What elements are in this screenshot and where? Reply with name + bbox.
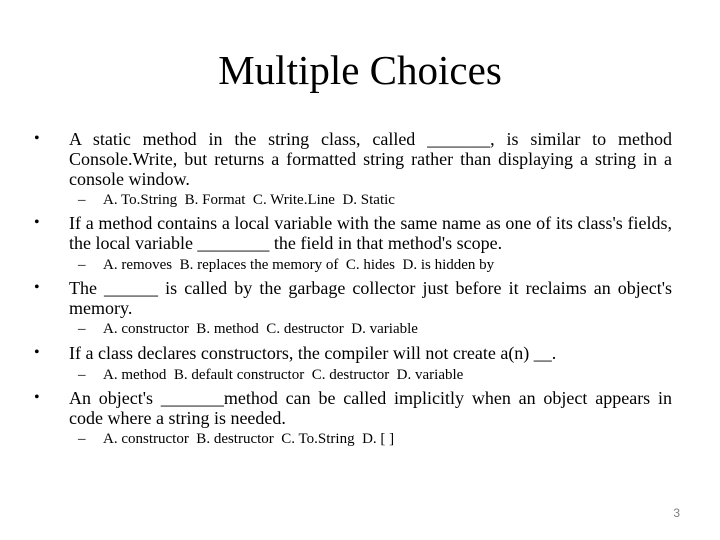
dash-icon: – [78, 321, 86, 337]
answer-options: A. removes B. replaces the memory of C. hides D. is hidden by [103, 257, 495, 273]
question-text: An object's _______method can be called implicitly when an object appears in code where a string is needed. [69, 388, 672, 428]
bullet-icon: • [34, 389, 40, 406]
bullet-icon: • [34, 279, 40, 296]
bullet-icon: • [34, 130, 40, 147]
slide-title: Multiple Choices [218, 47, 502, 93]
dash-icon: – [78, 367, 86, 383]
bullet-icon: • [34, 344, 40, 361]
answer-options: A. To.String B. Format C. Write.Line D. Static [103, 192, 395, 208]
answer-options: A. method B. default constructor C. destructor D. variable [103, 367, 464, 383]
bullet-icon: • [34, 214, 40, 231]
question-text: The ______ is called by the garbage collector just before it reclaims an object's memory. [69, 278, 672, 318]
question-text: A static method in the string class, called _______, is similar to method Console.Write, but returns a formatted string rather than displaying a string in a console window. [69, 129, 672, 189]
question-text: If a class declares constructors, the compiler will not create a(n) __. [69, 343, 557, 363]
answer-options: A. constructor B. method C. destructor D. variable [103, 321, 418, 337]
page-number: 3 [673, 506, 680, 520]
answer-options: A. constructor B. destructor C. To.String D. [ ] [103, 431, 395, 447]
dash-icon: – [78, 257, 86, 273]
question-text: If a method contains a local variable with the same name as one of its class's fields, the local variable ________ the field in that method's scope. [69, 213, 672, 253]
dash-icon: – [78, 192, 86, 208]
dash-icon: – [78, 431, 86, 447]
